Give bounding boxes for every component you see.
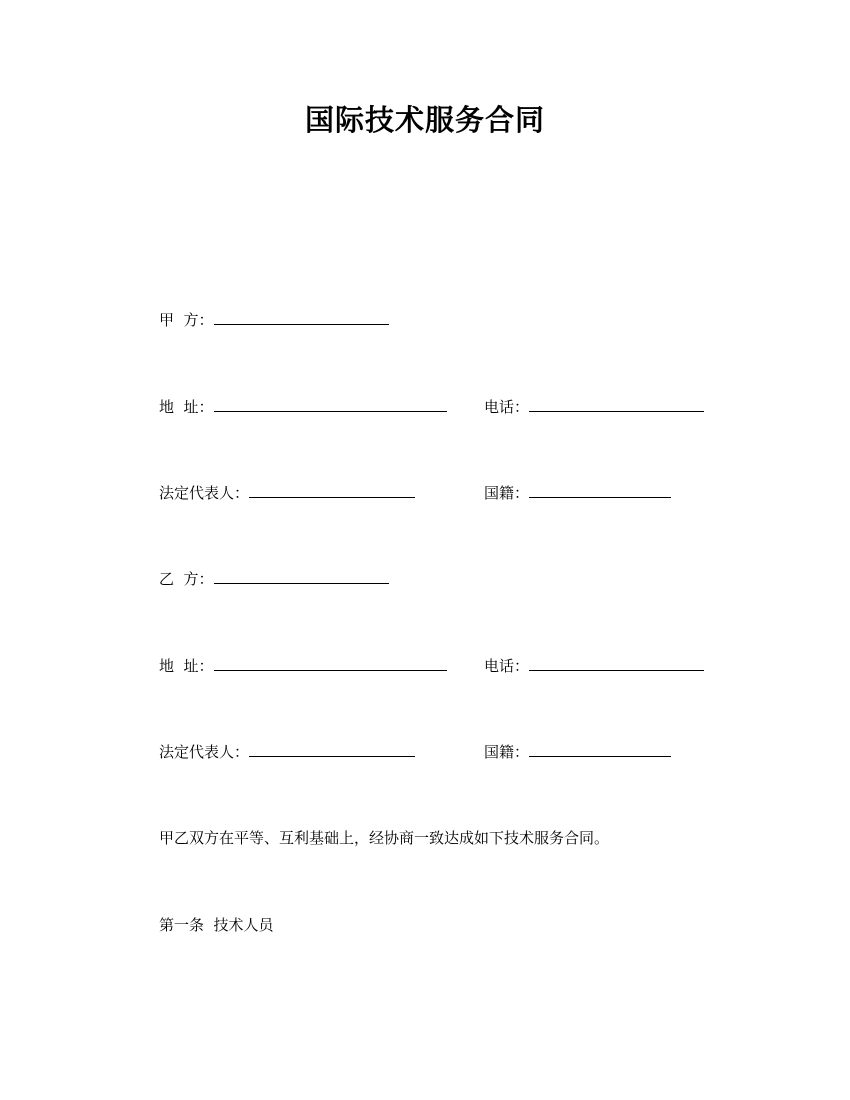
party-b-legal-rep-label: 法定代表人： xyxy=(159,743,250,761)
party-a-line xyxy=(159,308,389,332)
party-b-address-line xyxy=(159,654,447,678)
party-a-legal-rep-blank[interactable] xyxy=(249,481,415,498)
party-a-legal-rep-label: 法定代表人： xyxy=(159,484,250,502)
party-b-phone-blank[interactable] xyxy=(529,654,704,671)
party-a-phone-label: 电话： xyxy=(484,398,530,416)
party-a-address-line xyxy=(159,395,447,419)
party-b-address-label: 地 址： xyxy=(159,657,214,675)
party-b-line xyxy=(159,567,389,591)
party-b-phone-line xyxy=(484,654,704,678)
party-a-address-label: 地 址： xyxy=(159,398,214,416)
party-b-label: 乙 方： xyxy=(159,570,214,588)
document-title: 国际技术服务合同 xyxy=(304,103,545,137)
party-a-legal-rep-line xyxy=(159,481,415,505)
party-a-phone-line xyxy=(484,395,704,419)
party-b-nationality-line xyxy=(484,740,671,764)
party-a-blank[interactable] xyxy=(214,308,389,325)
party-a-nationality-blank[interactable] xyxy=(529,481,671,498)
party-b-nationality-label: 国籍： xyxy=(484,743,530,761)
party-b-legal-rep-blank[interactable] xyxy=(249,740,415,757)
party-b-phone-label: 电话： xyxy=(484,657,530,675)
party-a-nationality-label: 国籍： xyxy=(484,484,530,502)
party-a-phone-blank[interactable] xyxy=(529,395,704,412)
article-1-heading: 第一条 技术人员 xyxy=(159,916,274,934)
party-b-nationality-blank[interactable] xyxy=(529,740,671,757)
party-b-blank[interactable] xyxy=(214,567,389,584)
intro-paragraph: 甲乙双方在平等、互利基础上，经协商一致达成如下技术服务合同。 xyxy=(159,829,610,847)
party-b-address-blank[interactable] xyxy=(214,654,447,671)
party-a-address-blank[interactable] xyxy=(214,395,447,412)
party-b-legal-rep-line xyxy=(159,740,415,764)
party-a-label: 甲 方： xyxy=(159,311,214,329)
party-a-nationality-line xyxy=(484,481,671,505)
